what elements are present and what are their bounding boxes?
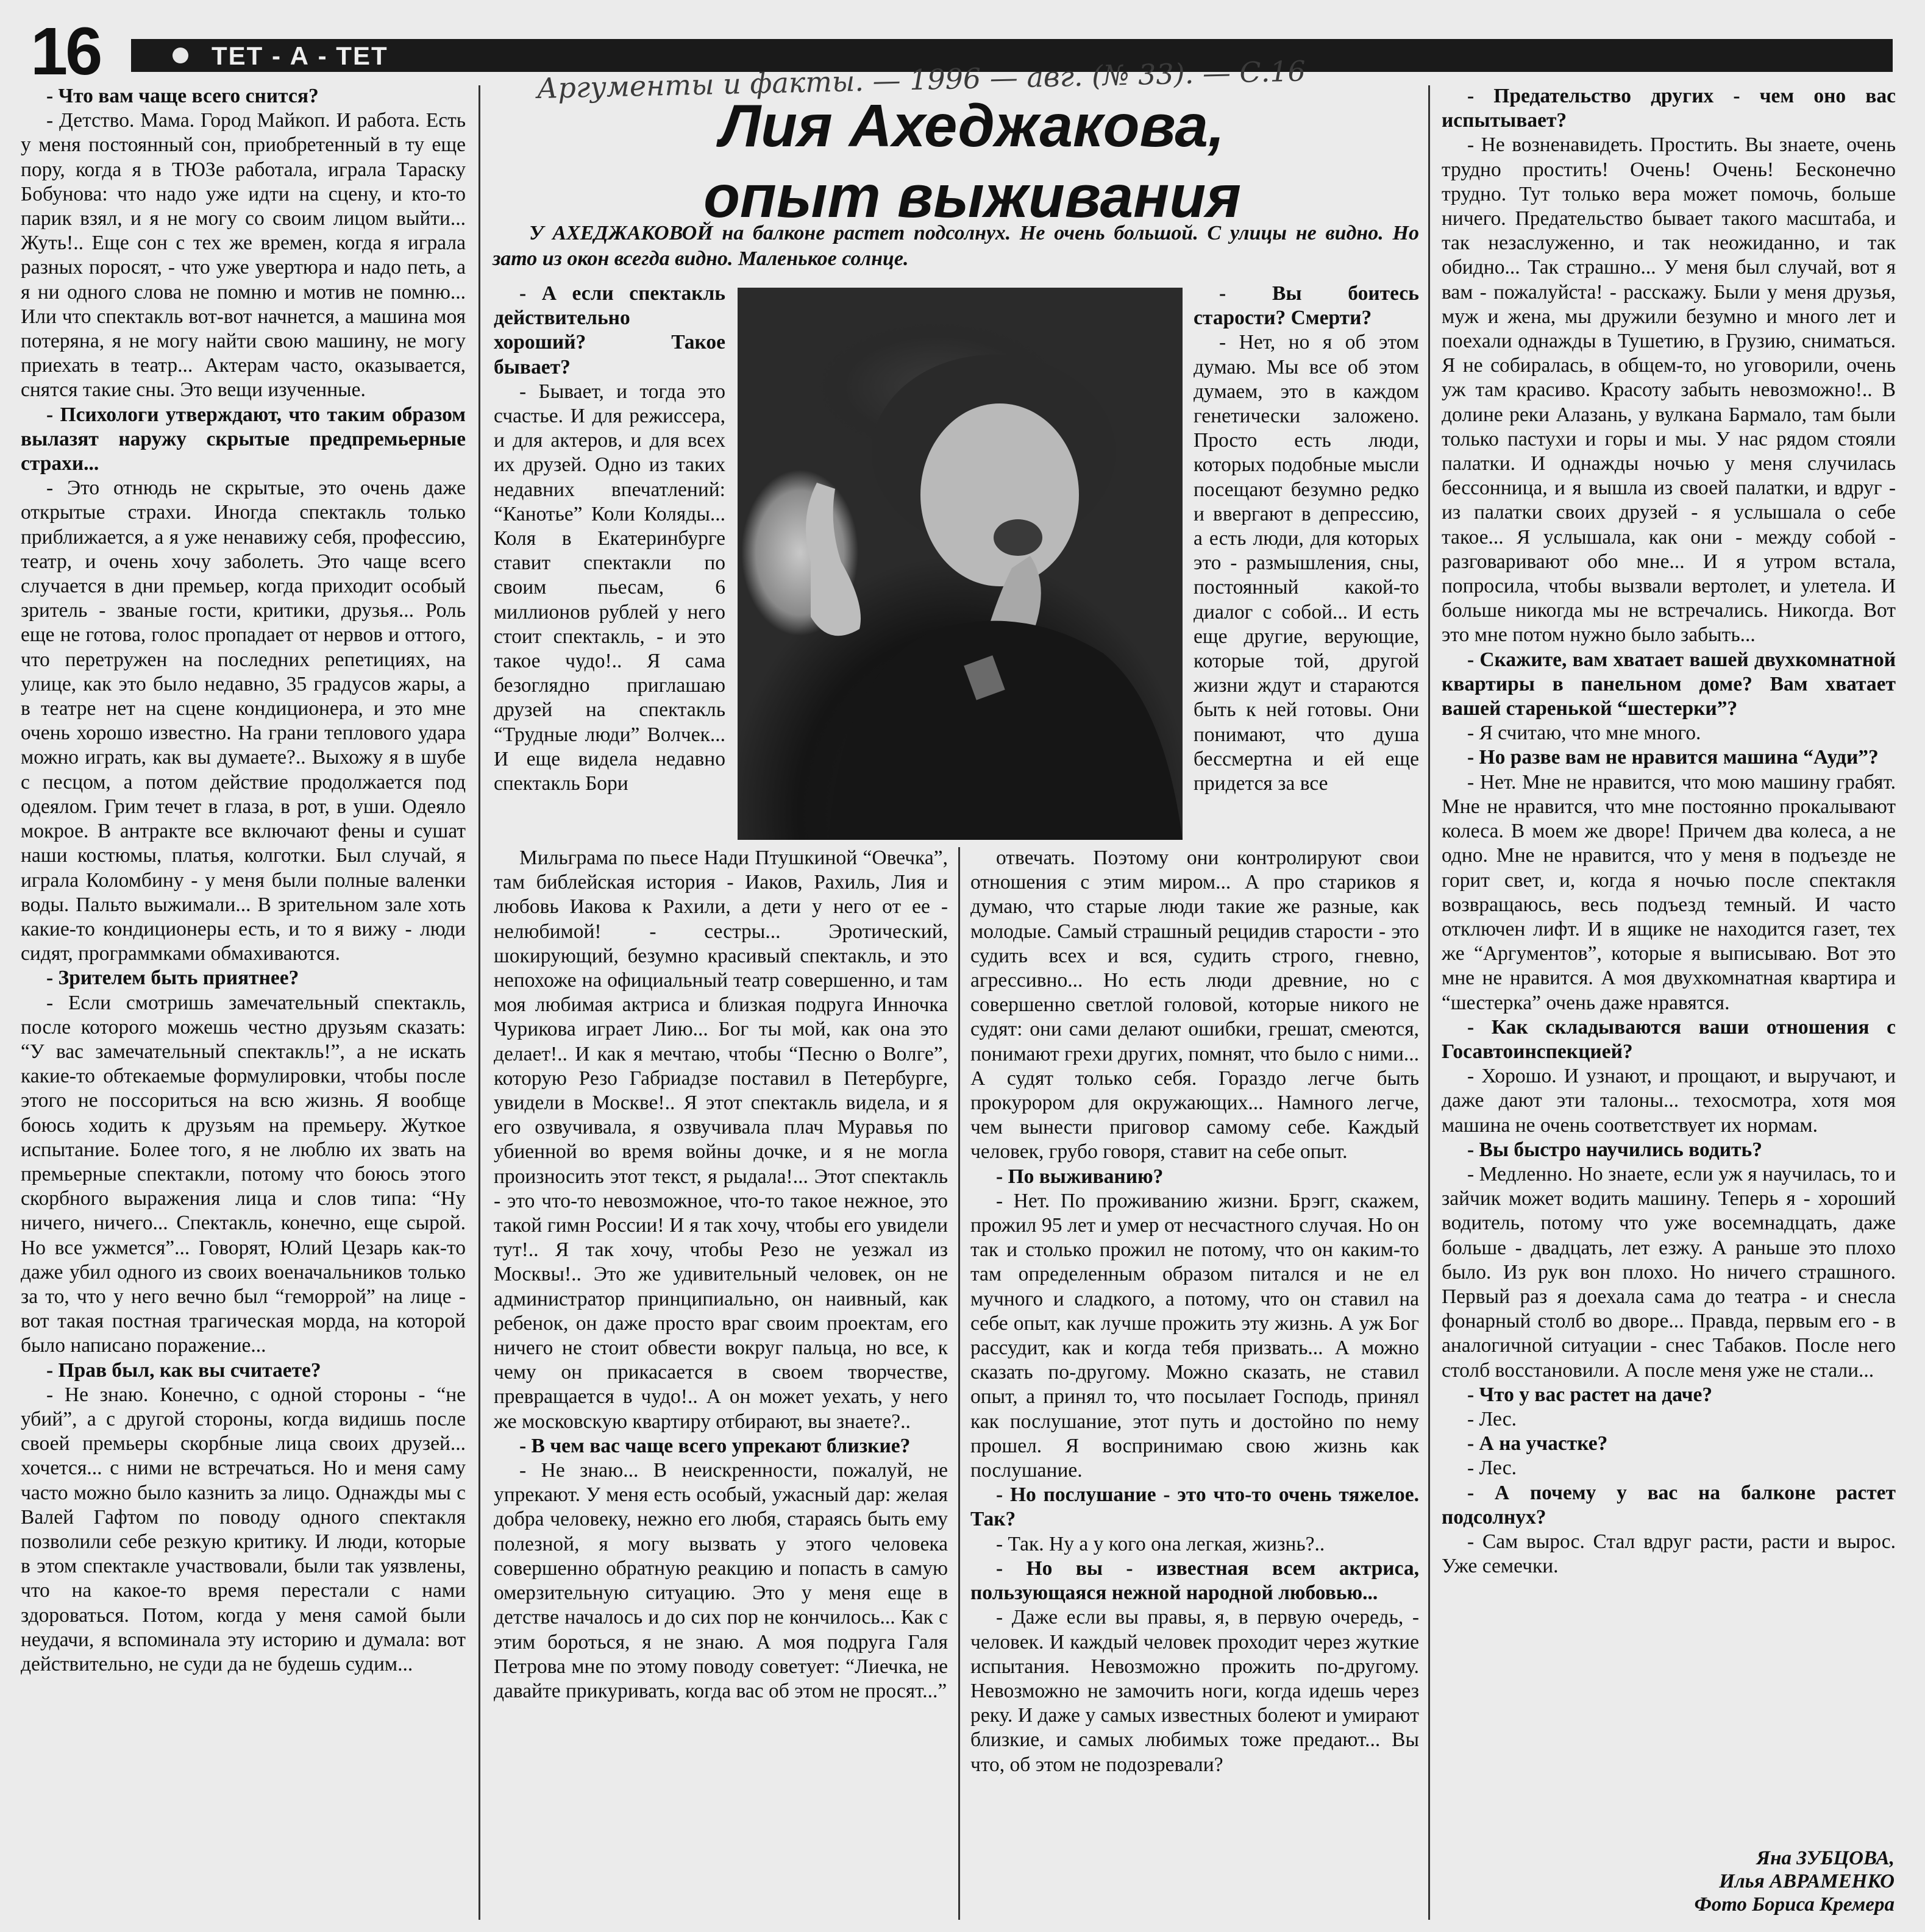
column-4 xyxy=(1442,84,1896,1579)
handwritten-source-note: Аргументы и факты. — 1996 — авг. (№ 33). — С.16 xyxy=(536,54,1306,105)
portrait-photo xyxy=(738,288,1183,840)
author-2: Илья АВРАМЕНКО xyxy=(1719,1870,1895,1892)
title-line-2: опыт выживания xyxy=(703,163,1241,230)
interview-answer: - Лес. xyxy=(1467,1407,1517,1430)
interview-question: - Но послушание - это что-то очень тяжелое. Так? xyxy=(970,1483,1419,1531)
interview-answer: - Не знаю. Конечно, с одной стороны - “не убий”, а с другой стороны, когда видишь после своей премьеры скорбные лица своих друзей... хочется... с ними не встречаться. Но и меня саму часто можно было казнить за лицо. Однажды мы с Валей Гафтом по поводу одного спектакля позволили себе резкую критику. И люди, которые в этом спектакле участвовали, были так уязвлены, что на какое-то время перестали с нами здороваться. Потом, когда у меня самой были неудачи, я вспоминала эту историю и думала: вот действительно, не суди да не будешь судим... xyxy=(21,1383,466,1675)
column-divider xyxy=(958,847,960,1920)
interview-question: - Психологи утверждают, что таким образом вылазят наружу скрытые предпремьерные страхи... xyxy=(21,403,466,475)
interview-answer: - Нет. По проживанию жизни. Брэгг, скажем, прожил 95 лет и умер от несчастного случая. Но он так и столько прожил не потому, что он каким-то там определенным образом питался и не ел мучного и сладкого, а потому, что он ставил на себе опыт, как лучше прожить эту жизнь. А уж Бог рассудит, как и когда тебя призвать... А можно сказать по-другому. Можно сказать, не ставил опыт, а принял то, что посылает Господь, принял как послушание, этот путь и достойно по нему прошел. Я воспринимаю свою жизнь как послушание. xyxy=(970,1189,1419,1482)
column-3-upper xyxy=(1194,282,1419,796)
column-3-lower xyxy=(970,846,1419,1777)
interview-answer: - Детство. Мама. Город Майкоп. И работа. Есть у меня постоянный сон, приобретенный в ту еще пору, когда я в ТЮЗе работала, играла Тараску Бобунова: что надо уже идти на сцену, и кто-то парик взял, и я не могу со своим лицом выйти... Жуть!.. Еще сон с тех же времен, когда я играла разных поросят, - что уже увертюра и надо петь, а я ни одного слова не помню и мотив не помню... Или что спектакль вот-вот начнется, а машина моя потеряна, я не могу найти свою машину, не могу приехать в театр... Актерам часто, оказывается, снятся такие сны. Это вещи изученные. xyxy=(21,109,466,402)
portrait-illustration xyxy=(738,288,1183,840)
interview-answer: - Это отнюдь не скрытые, это очень даже открытые страхи. Иногда спектакль только приближается, а я уже ненавижу себя, профессию, театр, и очень хочу заболеть. Это чаще всего случается в дни премьер, когда приходит особый зритель - званые гости, критики, друзья... Роль еще не готова, голос пропадает от нервов и оттого, что перетружен на последних репетициях, на улице, как это было недавно, 35 градусов жары, а в театре нет на сцене кондиционера, и это мне очень хорошо известно. На грани теплового удара можно играть, как вы думаете?.. Выхожу я в шубе с песцом, а потом действие продолжается под одеялом. Грим течет в глаза, в рот, в уши. Одеяло мокрое. В антракте все включают фены и сушат наши костюмы, платья, колготки. Был случай, я играла Коломбину - у меня были полные валенки воды. Пальто выжимали... В зрительном зале хоть какие-то кондиционеры есть, и то я вижу - люди сидят, программками обмахиваются. xyxy=(21,477,466,965)
interview-answer: отвечать. Поэтому они контролируют свои отношения с этим миром... А про стариков я думаю, что старые люди такие же разные, как молодые. Самый страшный рецидив старости - это судить всех и вся, судить строго, гневно, агрессивно... Но есть люди древние, но с совершенно светлой головой, которые никого не судят: они сами делают ошибки, грешат, смеются, понимают грехи других, помнят, что было с ними... А судят только себя. Гораздо легче быть прокурором для окружающих... Намного легче, чем вынести приговор самому себе. Каждый человек, грубо говоря, ставит на себе опыт. xyxy=(970,847,1419,1163)
interview-answer: - Лес. xyxy=(1467,1457,1517,1480)
interview-answer: - Сам вырос. Стал вдруг расти, расти и вырос. Уже семечки. xyxy=(1442,1530,1896,1578)
lead-caps: У АХЕДЖАКОВОЙ xyxy=(529,222,713,244)
interview-answer: - Нет, но я об этом думаю. Мы все об этом думаем, это в каждом генетически заложено. Просто есть люди, которых подобные мысли посещают безумно редко и ввергают в депрессию, а есть люди, для которых это - размышления, сны, постоянный какой-то диалог с собой... И есть еще другие, верующие, которые той, другой жизни ждут и стараются быть к ней готовы. Они понимают, что душа бессмертна и ей еще придется за все xyxy=(1194,331,1419,795)
interview-question: - Прав был, как вы считаете? xyxy=(46,1358,321,1382)
article-lead xyxy=(493,221,1419,272)
interview-question: - Зрителем быть приятнее? xyxy=(46,967,299,990)
interview-question: - Предательство других - чем оно вас испытывает? xyxy=(1442,85,1896,132)
interview-question: - Но вы - известная всем актриса, пользующаяся нежной народной любовью... xyxy=(970,1557,1419,1605)
interview-question: - По выживанию? xyxy=(996,1165,1164,1188)
interview-question: - А на участке? xyxy=(1467,1432,1608,1455)
interview-answer: - Бывает, и тогда это счастье. И для режиссера, и для актеров, и для всех их друзей. Одно из таких недавних впечатлений: “Канотье” Коли Коляды... Коля в Екатеринбурге ставит спектакли по своим пьесам, 6 миллионов рублей у него стоит спектакль, - и это такое чудо!.. Я сама безоглядно приглашаю друзей на спектакль “Трудные люди” Волчек... И еще видела недавно спектакль Бори xyxy=(494,380,725,795)
column-divider xyxy=(479,85,480,1920)
title-line-1: Лия Ахеджакова, xyxy=(719,92,1225,159)
interview-question: - Что у вас растет на даче? xyxy=(1467,1383,1713,1406)
interview-answer: - Так. Ну а у кого она легкая, жизнь?.. xyxy=(996,1532,1325,1555)
interview-question: - Вы быстро научились водить? xyxy=(1467,1138,1762,1161)
rubric-title: ТЕТ - А - ТЕТ xyxy=(212,41,388,70)
interview-question: - Как складываются ваши отношения с Госавтоинспекцией? xyxy=(1442,1015,1896,1063)
interview-answer: - Я считаю, что мне много. xyxy=(1467,722,1701,745)
column-2-lower xyxy=(494,846,948,1703)
interview-question: - Скажите, вам хватает вашей двухкомнатной квартиры в панельном доме? Вам хватает вашей старенькой “шестерки”? xyxy=(1442,648,1896,720)
column-divider xyxy=(1428,85,1430,1920)
interview-answer: - Хорошо. И узнают, и прощают, и выручают, и даже дают эти талоны... техосмотра, хотя моя машина не очень соответствует их нормам. xyxy=(1442,1065,1896,1137)
interview-answer: - Не знаю... В неискренности, пожалуй, не упрекают. У меня есть особый, ужасный дар: желая добра человеку, нежно его любя, стараясь быть ему полезной, я могу вызвать у этого человека совершенно обратную реакцию и попасть в самую омерзительную ситуацию. Это у меня еще в детстве началось и до сих пор не кончилось... Как с этим бороться, я не знаю. А моя подруга Галя Петрова мне по этому поводу советует: “Лиечка, не давайте прикуривать, когда вас об этом не просят...” xyxy=(494,1459,948,1702)
interview-question: - Но разве вам не нравится машина “Ауди”? xyxy=(1467,746,1879,769)
interview-answer: - Нет. Мне не нравится, что мою машину грабят. Мне не нравится, что мне постоянно прокалывают колеса. В моем же дворе! Причем два колеса, а не одно. Мне не нравится, что у меня в подъезде не горит свет, и, когда я ночью после спектакля возвращаюсь, весь подъезд темный. И часто отключен лифт. И в ящике не находится газет, тех же “Аргументов”, которые я выписываю. Вот это мне не нравится. А моя двухкомнатная квартира и “шестерка” очень даже нравятся. xyxy=(1442,770,1896,1014)
interview-answer: - Если смотришь замечательный спектакль, после которого можешь честно друзьям сказать: “У вас замечательный спектакль!”, а не искать какие-то обтекаемые формулировки, чтобы после этого не поссориться на всю жизнь. Я вообще боюсь ходить к друзьям на премьеру. Жуткое испытание. Более того, я не люблю их звать на премьерные спектакли, потому что боюсь этого скорбного выражения лица и слов типа: “Ну ничего, ничего... Спектакль, конечно, еще сырой. Но все ужмется”... Говорят, Юлий Цезарь как-то даже убил одного из своих военачальников только за то, что у него вечно был “геморрой” на лице - вот такая постная трагическая морда, на которой было написано поражение... xyxy=(21,991,466,1357)
column-2-upper xyxy=(494,282,725,796)
interview-question: - А почему у вас на балконе растет подсолнух? xyxy=(1442,1481,1896,1529)
interview-question: - В чем вас чаще всего упрекают близкие? xyxy=(519,1434,911,1457)
interview-question: - Вы боитесь старости? Смерти? xyxy=(1194,282,1419,330)
interview-answer: - Медленно. Но знаете, если уж я научилась, то и зайчик может водить машину. Теперь я - хороший водитель, потому что уже восемнадцать, даже больше - двадцать, лет езжу. А раньше это плохо было. Из рук вон плохо. Но ничего страшного. Первый раз я доехала сама до театра - и снесла фонарный столб во дворе... Правда, первым его - в аналогичной ситуации - снес Табаков. После него столб восстановили. А после меня уже не стали... xyxy=(1442,1162,1896,1382)
interview-answer: - Не возненавидеть. Простить. Вы знаете, очень трудно простить! Очень! Очень! Бесконечно трудно. Тут только вера может помочь, больше ничего. Предательство бывает такого масштаба, и так незаслуженно, и так неожиданно, и так обидно... Так страшно... У меня был случай, вот я вам - пожалуйста! - расскажу. Были у меня друзья, муж и жена, мы дружили безумно и много лет и поехали однажды в Тушетию, в Грузию, сниматься. Я не собиралась, в общем-то, но уговорили, очень уж там красиво. Красоту забыть невозможно!.. В долине реки Алазань, у вулкана Бармало, там были только пастухи и горы и мы. У нас рядом стояли палатки. И однажды ночью у меня случилась бессонница, и я вышла из своей палатки, и вдруг - из палатки своих друзей - я услышала о себе такое... Я услышала, как они - между собой - разговаривают обо мне... И я утром встала, попросила, чтобы вызвали вертолет, и улетела. И больше никогда мы не встречались. Никогда. Вот это мне потом нужно было забыть... xyxy=(1442,133,1896,647)
interview-answer: Мильграма по пьесе Нади Птушкиной “Овечка”, там библейская история - Иаков, Рахиль, Лия и любовь Иакова к Рахили, а дети у него от ее - нелюбимой! - сестры... Эротический, шокирующий, безумно красивый спектакль, и это непохоже на официальный театр совершенно, и там моя любимая актриса и близкая подруга Инночка Чурикова играет Лию... Бог ты мой, как она это делает!.. И как я мечтаю, чтобы “Песню о Волге”, которую Резо Габриадзе поставил в Петербурге, увидели в Москве!.. Я этот спектакль видела, и я его озвучивала, я озвучивала плач Муравья по убиенной во время войны дочке, и я не могла произносить этот текст, я рыдала!... Этот спектакль - это что-то невозможное, что-то такое нежное, это такой гимн России! И я так хочу, чтобы его увидели тут!.. Я так хочу, чтобы Резо не уезжал из Москвы!.. Это же удивительный человек, он не администратор принципиально, он наивный, как ребенок, он даже просто враг своим проектам, его ничего не стоит обвести вокруг пальца, но все, к чему он прикасается в своем творчестве, превращается в чудо!.. А он может уехать, у него же московскую квартиру отбирают, вы знаете?.. xyxy=(494,847,948,1433)
column-1 xyxy=(21,84,466,1677)
page-number: 16 xyxy=(30,14,101,89)
interview-question: - А если спектакль действительно хороший? Такое бывает? xyxy=(494,282,725,378)
photo-credit: Фото Бориса Кремера xyxy=(1694,1894,1895,1916)
interview-question: - Что вам чаще всего снится? xyxy=(46,85,319,107)
bullet-icon xyxy=(173,48,188,63)
byline xyxy=(1695,1847,1895,1916)
lead-text: на балконе растет подсолнух. Не очень большой. С улицы не видно. Но зато из окон всегда видно. Маленькое солнце. xyxy=(493,222,1419,270)
author-1: Яна ЗУБЦОВА, xyxy=(1756,1847,1895,1869)
interview-answer: - Даже если вы правы, я, в первую очередь, - человек. И каждый человек проходит через жуткие испытания. Невозможно прожить по-другому. Невозможно не замочить ноги, когда идешь через реку. И даже у самых известных болеют и умирают близкие, и самых любимых тоже предают... Вы что, об этом не подозревали? xyxy=(970,1606,1419,1776)
article-title xyxy=(530,90,1414,232)
